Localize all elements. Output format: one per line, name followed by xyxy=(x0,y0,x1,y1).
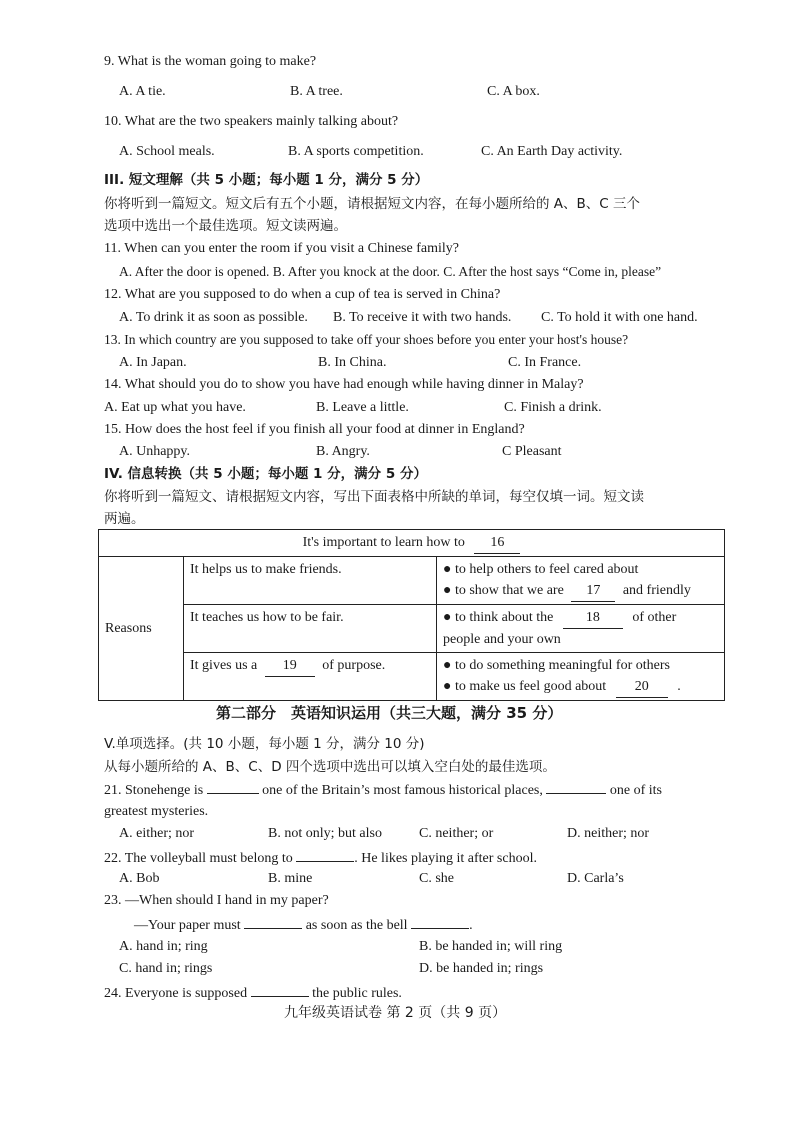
question-21-blank-2 xyxy=(546,779,606,794)
table-header-text: It's important to learn how to xyxy=(302,535,465,550)
question-12-option-b: B. To receive it with two hands. xyxy=(333,310,512,325)
question-22-part-b: . He likes playing it after school. xyxy=(354,851,537,866)
section-4-instruction-line1: 你将听到一篇短文、请根据短文内容，写出下面表格中所缺的单词，每空仅填一词。短文读 xyxy=(104,489,644,505)
question-22-part-a: 22. The volleyball must belong to xyxy=(104,851,293,866)
question-23-blank-1 xyxy=(244,914,302,929)
section-3-instruction-line2: 选项中选出一个最佳选项。短文读两遍。 xyxy=(104,218,347,234)
section-5-instruction: 从每小题所给的 A、B、C、D 四个选项中选出可以填入空白处的最佳选项。 xyxy=(104,759,556,775)
reasons-label: Reasons xyxy=(99,557,184,701)
question-23-reply-part-b: as soon as the bell xyxy=(305,918,408,933)
question-15-option-c: C Pleasant xyxy=(502,444,562,459)
question-13-option-b: B. In China. xyxy=(318,355,387,370)
question-24-blank xyxy=(251,982,309,997)
question-21-option-d: D. neither; nor xyxy=(567,826,650,841)
question-23-option-b: B. be handed in; will ring xyxy=(419,939,563,954)
question-14-stem: 14. What should you do to show you have had enough while having dinner in Malay? xyxy=(104,377,584,392)
question-21-option-b: B. not only; but also xyxy=(268,826,382,841)
reason-3-suffix: of purpose. xyxy=(322,658,386,673)
question-15-option-a: A. Unhappy. xyxy=(119,444,191,459)
question-21-stem xyxy=(104,779,662,801)
reason-3-detail-2-prefix: ● to make us feel good about xyxy=(443,679,607,694)
blank-18: 18 xyxy=(563,607,623,629)
section-4-title: IV. 信息转换（共 5 小题；每小题 1 分，满分 5 分） xyxy=(104,466,427,482)
question-23-reply xyxy=(134,914,473,936)
table-row xyxy=(99,557,725,605)
question-21-option-c: C. neither; or xyxy=(419,826,494,841)
question-14-option-b: B. Leave a little. xyxy=(316,400,409,415)
question-24-part-b: the public rules. xyxy=(312,986,402,1001)
question-23-option-c: C. hand in; rings xyxy=(119,961,213,976)
question-9-option-a: A. A tie. xyxy=(119,84,166,99)
question-23-blank-2 xyxy=(411,914,469,929)
question-10-option-b: B. A sports competition. xyxy=(288,144,424,159)
reason-2-detail-continued: people and your own xyxy=(443,632,561,647)
question-22-blank xyxy=(296,847,354,862)
question-15-option-b: B. Angry. xyxy=(316,444,370,459)
question-12-option-a: A. To drink it as soon as possible. xyxy=(119,310,308,325)
part-2-title: 第二部分 英语知识运用（共三大题，满分 35 分） xyxy=(216,704,563,722)
question-24-stem xyxy=(104,982,402,1004)
question-10-stem: 10. What are the two speakers mainly talking about? xyxy=(104,114,399,129)
table-row xyxy=(99,605,725,653)
question-22-option-c: C. she xyxy=(419,871,454,886)
section-3-instruction-line1: 你将听到一篇短文。短文后有五个小题，请根据短文内容，在每小题所给的 A、B、C 三个 xyxy=(104,196,641,212)
question-13-stem: 13. In which country are you supposed to take off your shoes before you enter your host's house? xyxy=(104,332,629,347)
question-24-part-a: 24. Everyone is supposed xyxy=(104,986,248,1001)
question-21-part-c: one of its xyxy=(609,783,662,798)
reason-1: It helps us to make friends. xyxy=(184,557,437,605)
question-11-stem: 11. When can you enter the room if you visit a Chinese family? xyxy=(104,241,459,256)
blank-16: 16 xyxy=(474,532,520,554)
question-22-option-b: B. mine xyxy=(268,871,313,886)
blank-17: 17 xyxy=(571,580,615,602)
section-3-title: III. 短文理解（共 5 小题；每小题 1 分，满分 5 分） xyxy=(104,172,429,188)
question-13-option-c: C. In France. xyxy=(508,355,582,370)
question-12-option-c: C. To hold it with one hand. xyxy=(541,310,698,325)
blank-20: 20 xyxy=(616,676,668,698)
reason-1-detail-2-suffix: and friendly xyxy=(622,583,691,598)
question-23-reply-part-a: —Your paper must xyxy=(134,918,241,933)
question-22-stem xyxy=(104,847,537,869)
question-23-reply-part-c: . xyxy=(469,918,473,933)
table-header-row xyxy=(99,530,725,557)
reason-3-detail-1: ● to do something meaningful for others xyxy=(443,658,670,673)
question-10-option-a: A. School meals. xyxy=(119,144,215,159)
section-4-instruction-line2: 两遍。 xyxy=(104,511,145,527)
question-14-option-c: C. Finish a drink. xyxy=(504,400,602,415)
question-10-option-c: C. An Earth Day activity. xyxy=(481,144,623,159)
reason-3-detail-2-suffix: . xyxy=(677,679,681,694)
question-21-stem-continued: greatest mysteries. xyxy=(104,804,209,819)
question-23-option-d: D. be handed in; rings xyxy=(419,961,544,976)
question-23-option-a: A. hand in; ring xyxy=(119,939,208,954)
reason-2-detail-suffix: of other xyxy=(632,610,677,625)
question-21-blank-1 xyxy=(207,779,259,794)
question-21-part-b: one of the Britain’s most famous historical places, xyxy=(262,783,543,798)
question-21-option-a: A. either; nor xyxy=(119,826,195,841)
reason-1-detail-1: ● to help others to feel cared about xyxy=(443,562,639,577)
question-12-stem: 12. What are you supposed to do when a cup of tea is served in China? xyxy=(104,287,501,302)
section-5-title: V.单项选择。(共 10 小题，每小题 1 分，满分 10 分) xyxy=(104,736,425,752)
info-table xyxy=(98,529,725,701)
question-11-options: A. After the door is opened. B. After you knock at the door. C. After the host says “Come in, please” xyxy=(119,264,662,279)
question-22-option-d: D. Carla’s xyxy=(567,871,624,886)
reason-1-detail-2-prefix: ● to show that we are xyxy=(443,583,564,598)
question-23-stem: 23. —When should I hand in my paper? xyxy=(104,893,329,908)
page-footer: 九年级英语试卷 第 2 页（共 9 页） xyxy=(284,1005,507,1021)
question-21-part-a: 21. Stonehenge is xyxy=(104,783,204,798)
question-9-stem: 9. What is the woman going to make? xyxy=(104,54,317,69)
question-13-option-a: A. In Japan. xyxy=(119,355,187,370)
reason-2-detail-prefix: ● to think about the xyxy=(443,610,554,625)
question-22-option-a: A. Bob xyxy=(119,871,160,886)
table-row xyxy=(99,653,725,701)
reason-3-prefix: It gives us a xyxy=(190,658,258,673)
question-9-option-c: C. A box. xyxy=(487,84,540,99)
question-14-option-a: A. Eat up what you have. xyxy=(104,400,246,415)
reason-2: It teaches us how to be fair. xyxy=(184,605,437,653)
blank-19: 19 xyxy=(265,655,315,677)
question-9-option-b: B. A tree. xyxy=(290,84,343,99)
question-15-stem: 15. How does the host feel if you finish all your food at dinner in England? xyxy=(104,422,525,437)
